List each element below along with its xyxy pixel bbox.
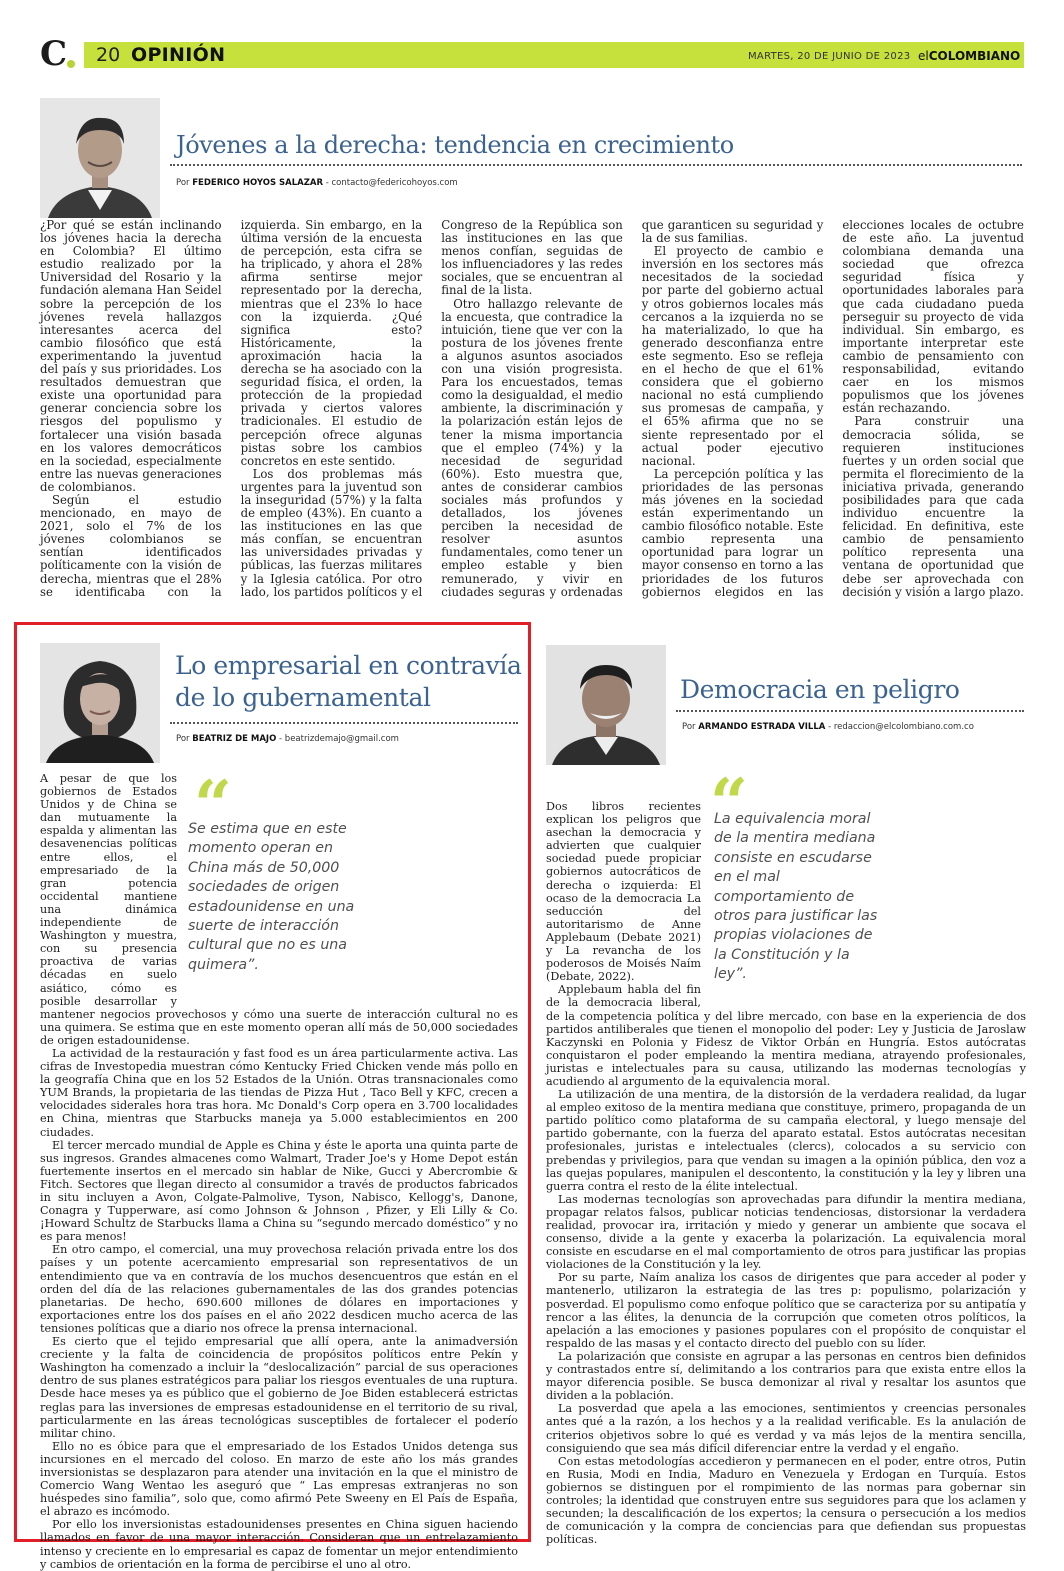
- quote-mark-icon: “: [194, 766, 226, 844]
- headline-line: Lo empresarial en contravía: [175, 651, 522, 680]
- author-portrait-image: [40, 98, 160, 218]
- body-wrap-spacer: [177, 766, 518, 998]
- paragraph: La actividad de la restauración y fast food es un área particularmente activa. Las cifras de Investopedia muestran cómo Kentucky Fried Chicken vende más pollo en la geografía China que en los 52 Estados de la Unión. Otras transnacionales como YUM Brands, la propietaria de las tiendas de Pizza Hut , Taco Bell y KFC, crecen a velocidades siderales hora tras hora. Mc Donald's Corp opera en 3.700 localidades en China, mientras que Starbucks maneja ya 5.000 establecimientos en 200 ciudades.: [40, 1046, 518, 1139]
- body-wrap-spacer: [268, 998, 518, 999]
- paragraph: En otro campo, el comercial, una muy provechosa relación privada entre los dos países y un potente acercamiento empresarial son representativos de un entendimiento que va en contravía de los muchos desencuentros que están en el orden del día de las relaciones gubernamentales de las dos grandes potencias planetarias. De hecho, 690.600 millones de dólares en importaciones y exportaciones entre los dos países en el año 2022 desdicen mucho acerca de las tensiones políticas que a diario nos ofrece la prensa internacional.: [40, 1243, 518, 1335]
- issue-date: MARTES, 20 DE JUNIO DE 2023: [748, 51, 911, 62]
- author-contact: - beatrizdemajo@gmail.com: [279, 734, 399, 744]
- article-headline: [175, 650, 522, 714]
- author-name: BEATRIZ DE MAJO: [192, 734, 277, 744]
- body-wrap-spacer: [791, 1006, 1026, 1007]
- article-body: [40, 766, 518, 1571]
- paragraph: La polarización que consiste en agrupar a las personas en centros bien definidos y contrastados entre sí, delimitando a los contrarios para que exista entre ellos la mayor diferencia posible. Se busca demonizar al rival y resaltar los asuntos que dividen a la población.: [546, 1349, 1026, 1403]
- headline-rule: [676, 710, 1024, 712]
- newspaper-name: [918, 49, 1020, 64]
- brand-logo-dot: [67, 60, 75, 68]
- paragraph: Las modernas tecnologías son aprovechadas para difundir la mentira mediana, propagar relatos falsos, publicar noticias tendenciosas, distorsionar la verdadera realidad, provocar ira, irritación y miedo y generar un ambiente que socava el consenso, divide a la gente y exacerba la polarización. La equivalencia moral consiste en escudarse en el mal comportamiento de otros para justificar las propias violaciones de la Constitución y la ley.: [546, 1192, 1026, 1272]
- byline: [176, 178, 458, 189]
- paragraph: Ello no es óbice para que el empresariado de los Estados Unidos detenga sus incursiones en el mercado del coloso. En marzo de este año los más grandes inversionistas se desplazaron para atender una invitación en la que el ministro de Comercio Wang Wentao les aseguró que “ Las empresas extranjeras no son huéspedes sino familia”, solo que, como afirmó Pete Sweeny en El País de España, el abrazo es incómodo.: [40, 1439, 518, 1519]
- paragraph: Por su parte, Naím analiza los casos de dirigentes que para acceder al poder y mantenerlo, utilizaron la estrategia de las tres p: populismo, polarización y posverdad. El populismo como enfoque político que se caracteriza por su antipatía y rencor a las élites, la denuncia de la corrupción que cometen otros políticos, la apelación a las emociones y pasiones populares con el propósito de conquistar el respaldo de las masas y el contacto directo del pueblo con su líder.: [546, 1271, 1026, 1350]
- paragraph: La percepción política y las prioridades de las personas más jóvenes en la sociedad están experimentando un cambio filosófico notable. Este cambio representa una oportunidad para lograr un mayor consenso en torno a las prioridades de los futuros gobiernos elegidos en las elecciones locales de octubre de este año. La juventud colombiana demanda una sociedad que ofrezca seguridad física y oportunidades laborales para que cada ciudadano pueda perseguir su proyecto de vida individual. Sin embargo, es importante interpretar este cambio de pensamiento con responsabilidad, evitando caer en los mismos populismos que los jóvenes están rechazando.: [641, 218, 1024, 599]
- paragraph: A pesar de que los gobiernos de Estados Unidos y de China se dan mutuamente la espalda y alimentan las desavenencias políticas entre ellos, el empresariado de la gran potencia occidental mantiene una dinámica independiente de Washington y muestra, con su presencia proactiva de varias décadas en suelo asiático, cómo es posible desarrollar y mantener negocios provechosos y cómo una suerte de interacción cultural no es una quimera. Se estima que en este momento operan allí más de 50,000 sociedades de origen estadounidense.: [40, 772, 518, 1047]
- paragraph: La posverdad que apela a las emociones, sentimientos y creencias personales antes qué a la razón, a los hechos y a la realidad verificable. Es la anulación de criterios objetivos sobre lo qué es verdad y va más lejos de la mentira sencilla, consiguiendo que sea más difícil diferenciar entre la verdad y el engaño.: [546, 1402, 1026, 1455]
- byline-prefix: Por: [176, 178, 190, 188]
- article-body: [546, 800, 1026, 1547]
- author-portrait: [40, 643, 160, 763]
- paragraph: Otro hallazgo relevante de la encuesta, que contradice la intuición, tiene que ver con la postura de los jóvenes frente a algunos asuntos asociados con una visión progresista. Para los encuestados, temas como la desigualdad, el medio ambiente, la discriminación y la polarización están lejos de tener la misma importancia que el empleo (74%) y la necesidad de seguridad (60%). Esto muestra que, antes de considerar cambios sociales más profundos y detallados, los jóvenes perciben la necesidad de resolver asuntos fundamentales, como tener un empleo estable y bien remunerado, y vivir en ciudades seguras y ordenadas que garanticen su seguridad y la de sus familias.: [441, 218, 824, 599]
- author-name: FEDERICO HOYOS SALAZAR: [192, 178, 324, 188]
- byline: [176, 734, 399, 745]
- headline-line: de lo gubernamental: [175, 683, 431, 712]
- author-name: ARMANDO ESTRADA VILLA: [698, 722, 826, 732]
- section-title: OPINIÓN: [131, 44, 226, 66]
- article-headline: Democracia en peligro: [680, 675, 960, 704]
- paragraph: ¿Por qué se están inclinando los jóvenes hacia la derecha en Colombia? El último estudio realizado por la Universidad del Rosario y la fundación alemana Han Seidel sobre la percepción de los jóvenes revela hallazgos interesantes acerca del cambio filosófico que está experimentando la juventud del país y sus prioridades. Los resultados demuestran que existe una oportunidad para generar conciencia sobre los riesgos del populismo y fortalecer una visión basada en los valores democráticos en la sociedad, especialmente entre las nuevas generaciones de colombianos.: [40, 218, 222, 494]
- byline-prefix: Por: [682, 722, 696, 732]
- page-number: 20: [96, 44, 121, 66]
- paragraph: Dos libros recientes explican los peligros que asechan la democracia y advierten que cualquier sociedad puede propiciar gobiernos autocráticos de derecha o izquierda: El ocaso de la democracia La seducción del autoritarismo de Anne Applebaum (Debate 2021) y La revancha de los poderosos de Moisés Naím (Debate, 2022).: [546, 800, 701, 984]
- article-headline: Jóvenes a la derecha: tendencia en crecimiento: [176, 131, 734, 159]
- pull-quote-text: La equivalencia moral de la mentira mediana consiste en escudarse en el mal comportamiento de otros para justificar las propias violaciones de la Constitución y la ley”.: [714, 811, 878, 983]
- page-header: [40, 34, 1024, 74]
- byline: [682, 722, 974, 733]
- author-portrait: [40, 98, 160, 218]
- paragraph: Los dos problemas más urgentes para la juventud son la inseguridad (57%) y la falta de empleo (43%). En cuanto a las instituciones en las que más confían, se encuentran las universidades privadas y públicas, las fuerzas militares y la Iglesia católica. Por otro lado, los partidos políticos y el Congreso de la República son las instituciones en las que menos confían, seguidas de los influenciadores y las redes sociales, que se encuentran al final de la lista.: [240, 218, 623, 599]
- newspaper-title: COLOMBIANO: [928, 49, 1021, 63]
- pull-quote-text: Se estima que en este momento operan en China más de 50,000 sociedades de origen estadounidense en una suerte de interacción cultural que no es una quimera”.: [188, 821, 355, 973]
- author-contact: - contacto@federicohoyos.com: [325, 178, 458, 188]
- author-portrait: [546, 645, 666, 765]
- byline-prefix: Por: [176, 734, 190, 744]
- body-wrap-spacer: [701, 800, 1026, 1006]
- quote-mark-icon: “: [710, 764, 742, 842]
- headline-rule: [170, 164, 1022, 166]
- author-portrait-image: [40, 643, 160, 763]
- paragraph: El tercer mercado mundial de Apple es China y éste le aporta una quinta parte de sus ingresos. Grandes almacenes como Walmart, Trader Joe's y Home Depot están fuertemente insertos en el mercado sin hablar de Nike, Gucci y Abercrombie & Fitch. Sectores que llegan directo al consumidor a través de productos fabricados in situ incluyen a Avon, Colgate-Palmolive, Tyson, Nabisco, Kellogg's, Danone, Conagra y Tupperware, así como Johnson & Johnson , Pfizer, y Eli Lilly & Co. ¡Howard Schultz de Starbucks llama a China su “segundo mercado doméstico” y no es para menos!: [40, 1138, 518, 1244]
- brand-logo: C: [40, 34, 68, 74]
- paragraph: El proyecto de cambio e inversión en los sectores más necesitados de la sociedad por parte del gobierno actual y otros gobiernos locales más cercanos a la izquierda no se ha materializado, lo que ha generado desconfianza entre este segmento. Eso se refleja en el hecho de que el 61% considera que el gobierno nacional no está cumpliendo sus promesas de campaña, y el 65% afirma que no se siente representado por el actual poder ejecutivo nacional.: [641, 244, 824, 468]
- paragraph: Es cierto que el tejido empresarial que allí opera, ante la animadversión creciente y la falta de coincidencia de propósitos políticos entre Pekín y Washington ha comenzado a incluir la “deslocalización” parcial de sus operaciones dentro de sus planes estratégicos para paliar los riesgos eventuales de una ruptura. Desde hace meses ya es público que el gobierno de Joe Biden establecerá estrictas reglas para las inversiones de empresas estadounidense en el territorio de su rival, particularmente en las áreas tecnológicas susceptibles de fortalecer el poderío militar chino.: [40, 1335, 518, 1440]
- author-contact: - redaccion@elcolombiano.com.co: [828, 722, 974, 732]
- paragraph: La utilización de una mentira, de la distorsión de la verdadera realidad, da lugar al empleo exitoso de la mentira mediana que constituye, primero, propaganda de un partido político como plataforma de su campaña electoral, y luego mensaje del partido gobernante, con la fuerza del aparato estatal. Estos autócratas necesitan profesionales, juristas e intelectuales (clercs), colocados a su servicio con prebendas y privilegios, para que vendan su imagen a la opinión pública, den voz a las quejas populares, manipulen el descontento, la constitución y la ley y libren una guerra contra el resto de la élite intelectual.: [546, 1088, 1026, 1193]
- paragraph: Para construir una democracia sólida, se requieren instituciones fuertes y un orden social que permita el florecimiento de la iniciativa privada, generando posibilidades para que cada individuo encuentre la felicidad. En definitiva, este cambio de pensamiento político representa una ventana de oportunidad que debe ser aprovechada con decisión y visión a largo plazo.: [842, 414, 1024, 599]
- newspaper-prefix: el: [918, 49, 929, 63]
- author-portrait-image: [546, 645, 666, 765]
- paragraph: Con estas metodologías accedieron y permanecen en el poder, entre otros, Putin en Rusia, Modi en India, Maduro en Venezuela y Erdogan en Turquía. Estos gobiernos se distinguen por el rompimiento de las normas para gobernar sin controles; la identidad que construyen entre sus seguidores para que los aclamen y secunden; la descalificación de los expertos; la censura o persecución a los medios de comunicación y la compra de conciencias para que defiendan sus propuestas políticas.: [546, 1454, 1026, 1547]
- article-body: [40, 219, 1024, 611]
- paragraph: Applebaum habla del fin de la democracia liberal, de la competencia política y del libre mercado, con base en la experiencia de dos partidos antiliberales que tienen el monopolio del poder: Ley y Justicia de Jaroslaw Kaczynski en Polonia y Fidesz de Viktor Orbán en Hungría. Estos autócratas conquistaron el poder empleando la mentira mediana, atrayendo profesionales, juristas e intelectuales para su causa, utilizando las modernas tecnologías y acudiendo al argumento de la equivalencia moral.: [546, 983, 1026, 1088]
- paragraph: Por ello los inversionistas estadounidenses presentes en China siguen haciendo llamados en favor de una mayor interacción. Consideran que un entrelazamiento intenso y creciente en lo empresarial es capaz de fomentar un mejor entendimiento y cambios de orientación en la forma de percibirse el uno al otro.: [40, 1518, 518, 1571]
- paragraph: Según el estudio mencionado, en mayo de 2021, solo el 7% de los jóvenes colombianos se sentían identificados políticamente con la visión de derecha, mientras que el 28% se identificaba con la izquierda. Sin embargo, en la última versión de la encuesta de percepción, esta cifra se ha triplicado, y ahora el 28% afirma sentirse mejor representado por la derecha, mientras que el 23% lo hace con la izquierda. ¿Qué significa esto? Históricamente, la aproximación hacia la derecha se ha asociado con la seguridad física, el orden, la protección de la propiedad privada y ciertos valores tradicionales. El estudio de percepción ofrece algunas pistas sobre los cambios concretos en este sentido.: [40, 218, 423, 599]
- headline-rule: [170, 722, 518, 724]
